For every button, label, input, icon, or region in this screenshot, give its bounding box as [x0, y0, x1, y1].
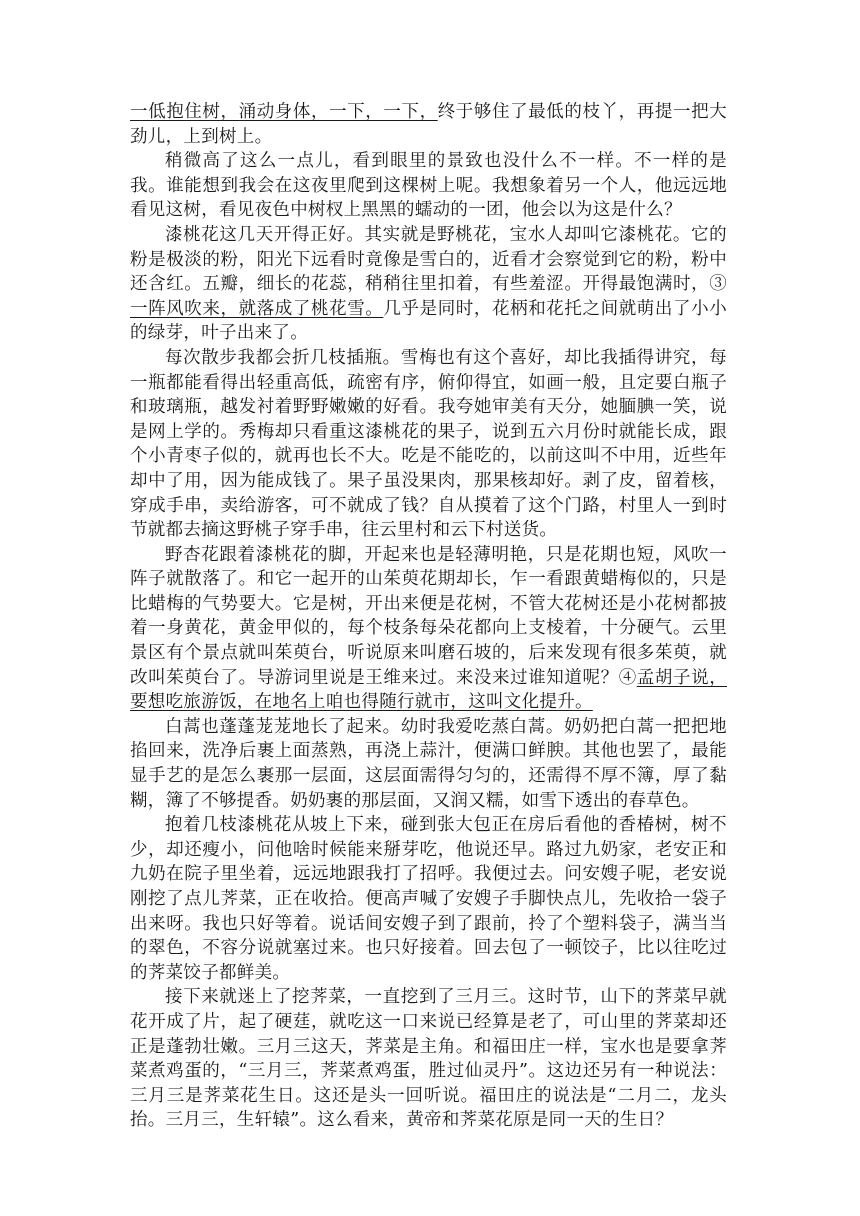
paragraph [130, 100, 727, 149]
paragraph-text: 每次散步我都会折几枝插瓶。雪梅也有这个喜好，却比我插得讲究，每一瓶都能看得出轻重高低，疏密有序，俯仰得宜，如画一般，且定要白瓶子和玻璃瓶，越发衬着野野嫩嫩的好看。我夸她审美有天分，她腼腆一笑，说是网上学的。秀梅却只看重这漆桃花的果子，说到五六月份时就能长成，跟个小青枣子似的，就再也长不大。吃是不能吃的，以前这叫不中用，近些年却中了用，因为能成钱了。果子虽没果肉，那果核却好。剥了皮，留着核，穿成手串，卖给游客，可不就成了钱？自从摸着了这个门路，村里人一到时节就都去摘这野桃子穿手串，往云里村和云下村送货。 [130, 347, 727, 541]
underlined-text: 孟胡子说，要想吃旅游饭，在地名上咱也得随行就市，这叫文化提升。 [130, 667, 727, 713]
paragraph-text: 白蒿也蓬蓬茏茏地长了起来。幼时我爱吃蒸白蒿。奶奶把白蒿一把把地掐回来，洗净后裹上面蒸熟，再浇上蒜汁，便满口鲜腴。其他也罢了，最能显手艺的是怎么裹那一层面，这层面需得匀匀的，还需得不厚不簿，厚了黏糊，簿了不够提香。奶奶裹的那层面，又润又糯，如雪下透出的春草色。 [130, 716, 727, 811]
underlined-text: 一低抱住树，涌动身体，一下，一下， [130, 102, 438, 122]
paragraph-text: 几乎是同时，花柄和花托之间就萌出了小小的绿芽，叶子出来了。 [130, 298, 728, 344]
paragraph [130, 985, 727, 1133]
paragraph-text: 终于够住了最低的枝丫，再提一把大劲儿，上到树上。 [130, 102, 727, 147]
underlined-text: 一阵风吹来，就落成了桃花雪。 [130, 298, 384, 319]
paragraph [130, 813, 727, 985]
paragraph-text: 抱着几枝漆桃花从坡上下来，碰到张大包正在房后看他的香椿树，树不少，却还瘦小，问他啥时候能来掰芽吃，他说还早。路过九奶家，老安正和九奶在院子里坐着，远远地跟我打了招呼。我便过去。问安嫂子呢，老安说刚挖了点儿荠菜，正在收拾。便高声喊了安嫂子手脚快点儿，先收拾一袋子出来呀。我也只好等着。说话间安嫂子到了跟前，拎了个塑料袋子，满当当的翠色，不容分说就塞过来。也只好接着。回去包了一顿饺子，比以往吃过的荠菜饺子都鲜美。 [130, 815, 727, 983]
paragraph [130, 715, 727, 813]
paragraph-text: 稍微高了这么一点儿，看到眼里的景致也没什么不一样。不一样的是我。谁能想到我会在这夜里爬到这棵树上呢。我想象着另一个人，他远远地看见这树，看见夜色中树杈上黑黑的蠕动的一团，他会以为这是什么？ [130, 151, 727, 221]
paragraph-text: 野杏花跟着漆桃花的脚，开起来也是轻薄明艳，只是花期也短，风吹一阵子就散落了。和它一起开的山茱萸花期却长，乍一看跟黄蜡梅似的，只是比蜡梅的气势要大。它是树，开出来便是花树，不管大花树还是小花树都披着一身黄花，黄金甲似的，每个枝条每朵花都向上支棱着，十分硬气。云里景区有个景点就叫茱萸台，听说原来叫磨石坡的，后来发现有很多茱萸，就改叫茱萸台了。导游词里说是王维来过。来没来过谁知道呢？④ [130, 544, 727, 688]
document-page [130, 100, 727, 1133]
paragraph-text: 漆桃花这几天开得正好。其实就是野桃花，宝水人却叫它漆桃花。它的粉是极淡的粉，阳光下远看时竟像是雪白的，近看才会察觉到它的粉，粉中还含红。五瓣，细长的花蕊，稍稍往里扣着，有些羞涩。开得最饱满时，③ [130, 224, 727, 295]
paragraph [130, 543, 727, 715]
paragraph [130, 149, 727, 223]
paragraph [130, 223, 727, 346]
paragraph [130, 346, 727, 543]
paragraph-text: 接下来就迷上了挖荠菜，一直挖到了三月三。这时节，山下的荠菜早就花开成了片，起了硬莛，就吃这一口来说已经算是老了，可山里的荠菜却还正是蓬勃壮嫩。三月三这天，荠菜是主角。和福田庄一样，宝水也是要拿荠菜煮鸡蛋的，“三月三，荠菜煮鸡蛋，胜过仙灵丹”。这边还另有一种说法：三月三是荠菜花生日。这还是头一回听说。福田庄的说法是“二月二，龙头抬。三月三，生轩辕”。这么看来，黄帝和荠菜花原是同一天的生日？ [130, 987, 727, 1131]
